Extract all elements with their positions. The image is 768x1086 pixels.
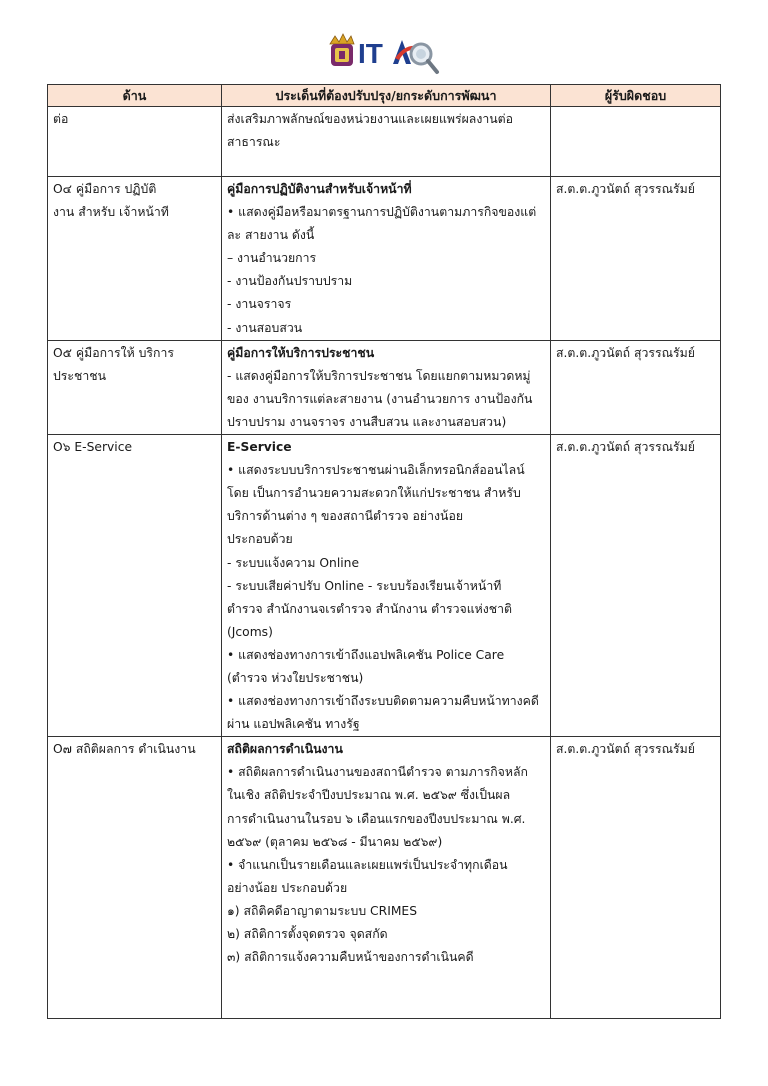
issue-line: (Jcoms) bbox=[227, 624, 273, 639]
issue-line: ตำรวจ สำนักงานจเรตำรวจ สำนักงาน ตำรวจแห่งชาติ bbox=[227, 601, 512, 616]
issue-line: ในเชิง สถิติประจำปีงบประมาณ พ.ศ. ๒๕๖๙ ซึ่งเป็นผล bbox=[227, 788, 511, 803]
improvement-plan-table bbox=[47, 84, 721, 1019]
issue-line: – งานอำนวยการ bbox=[227, 251, 317, 266]
owner-text: ส.ต.ต.ภูวนัตถ์ สุวรรณรัมย์ bbox=[556, 182, 695, 196]
issue-cell bbox=[222, 177, 551, 341]
owner-cell bbox=[551, 107, 721, 177]
table-row bbox=[48, 435, 721, 737]
column-header-issue: ประเด็นที่ต้องปรับปรุง/ยกระดับการพัฒนา bbox=[222, 85, 551, 107]
area-cell bbox=[48, 107, 222, 177]
issue-line: - งานจราจร bbox=[227, 297, 292, 312]
issue-topic: คู่มือการให้บริการประชาชน bbox=[227, 345, 375, 360]
issue-line: การดำเนินงานในรอบ ๖ เดือนแรกของปีงบประมาณ พ.ศ. bbox=[227, 811, 526, 826]
table-row bbox=[48, 177, 721, 341]
area-text: ต่อ bbox=[53, 112, 69, 126]
ita-logo-graphic bbox=[327, 30, 441, 78]
table-row bbox=[48, 737, 721, 1019]
issue-line: • แสดงระบบบริการประชาชนผ่านอิเล็กทรอนิกส์ออนไลน์ bbox=[227, 463, 525, 478]
issue-line: (ตำรวจ ห่วงใยประชาชน) bbox=[227, 670, 364, 685]
table-row bbox=[48, 107, 721, 177]
area-text: O๕ คู่มือการให้ บริการ ประชาชน bbox=[53, 345, 174, 383]
issue-topic: สถิติผลการดำเนินงาน bbox=[227, 742, 343, 757]
issue-line: บริการด้านต่าง ๆ ของสถานีตำรวจ อย่างน้อย bbox=[227, 509, 464, 524]
issue-line: • แสดงช่องทางการเข้าถึงแอปพลิเคชัน Police Care bbox=[227, 647, 505, 662]
issue-line: ๓) สถิติการแจ้งความคืบหน้าของการดำเนินคดี bbox=[227, 950, 474, 965]
issue-line: ๒) สถิติการตั้งจุดตรวจ จุดสกัด bbox=[227, 927, 388, 941]
owner-text: ส.ต.ต.ภูวนัตถ์ สุวรรณรัมย์ bbox=[556, 345, 695, 360]
issue-line: ประกอบด้วย bbox=[227, 532, 293, 547]
area-text: O๖ E-Service bbox=[53, 440, 133, 455]
area-cell bbox=[48, 177, 222, 341]
issue-line: ผ่าน แอปพลิเคชัน ทางรัฐ bbox=[227, 717, 360, 732]
issue-line: • แสดงช่องทางการเข้าถึงระบบติดตามความคืบหน้าทางคดี bbox=[227, 694, 539, 709]
issue-line: • สถิติผลการดำเนินงานของสถานีตำรวจ ตามภารกิจหลัก bbox=[227, 765, 528, 780]
owner-cell bbox=[551, 177, 721, 341]
issue-line: - งานสอบสวน bbox=[227, 320, 303, 335]
owner-cell bbox=[551, 435, 721, 737]
issue-line: ของ งานบริการแต่ละสายงาน (งานอำนวยการ งานป้องกัน bbox=[227, 391, 533, 406]
area-cell bbox=[48, 340, 222, 434]
owner-text: ส.ต.ต.ภูวนัตถ์ สุวรรณรัมย์ bbox=[556, 742, 695, 757]
issue-cell bbox=[222, 737, 551, 1019]
issue-line: - งานป้องกันปราบปราม bbox=[227, 274, 353, 289]
issue-line: • จำแนกเป็นรายเดือนและเผยแพร่เป็นประจำทุกเดือน bbox=[227, 857, 508, 872]
owner-cell bbox=[551, 340, 721, 434]
issue-line: - ระบบเสียค่าปรับ Online - ระบบร้องเรียนเจ้าหน้าที bbox=[227, 578, 502, 593]
issue-line: ละ สายงาน ดังนี้ bbox=[227, 228, 315, 243]
issue-line: • แสดงคู่มือหรือมาตรฐานการปฏิบัติงานตามภารกิจของแต่ bbox=[227, 205, 537, 220]
issue-line: - ระบบแจ้งความ Online bbox=[227, 555, 360, 570]
issue-line: - แสดงคู่มือการให้บริการประชาชน โดยแยกตามหมวดหมู่ bbox=[227, 368, 531, 383]
issue-cell bbox=[222, 340, 551, 434]
issue-topic: E-Service bbox=[227, 440, 292, 455]
issue-line: สาธารณะ bbox=[227, 135, 281, 150]
column-header-owner: ผู้รับผิดชอบ bbox=[551, 85, 721, 107]
issue-line: โดย เป็นการอำนวยความสะดวกให้แก่ประชาชน สำหรับ bbox=[227, 486, 521, 501]
owner-text: ส.ต.ต.ภูวนัตถ์ สุวรรณรัมย์ bbox=[556, 440, 695, 455]
issue-line: ปราบปราม งานจราจร งานสืบสวน และงานสอบสวน) bbox=[227, 414, 507, 429]
table-row bbox=[48, 340, 721, 434]
issue-line: อย่างน้อย ประกอบด้วย bbox=[227, 880, 348, 895]
issue-line: ส่งเสริมภาพลักษณ์ของหน่วยงานและเผยแพร่ผลงานต่อ bbox=[227, 112, 514, 126]
area-cell bbox=[48, 737, 222, 1019]
table-header-row bbox=[48, 85, 721, 107]
owner-cell bbox=[551, 737, 721, 1019]
issue-cell bbox=[222, 107, 551, 177]
issue-topic: คู่มือการปฏิบัติงานสำหรับเจ้าหน้าที่ bbox=[227, 182, 412, 196]
ita-logo bbox=[327, 30, 441, 78]
area-text: O๔ คู่มือการ ปฏิบัติงาน สำหรับ เจ้าหน้าที bbox=[53, 182, 169, 220]
issue-cell bbox=[222, 435, 551, 737]
issue-line: ๒๕๖๙ (ตุลาคม ๒๕๖๘ - มีนาคม ๒๕๖๙) bbox=[227, 834, 443, 849]
column-header-area: ด้าน bbox=[48, 85, 222, 107]
area-text: O๗ สถิติผลการ ดำเนินงาน bbox=[53, 742, 196, 757]
svg-text:IT: IT bbox=[358, 38, 383, 69]
area-cell bbox=[48, 435, 222, 737]
issue-line: ๑) สถิติคดีอาญาตามระบบ CRIMES bbox=[227, 903, 418, 918]
